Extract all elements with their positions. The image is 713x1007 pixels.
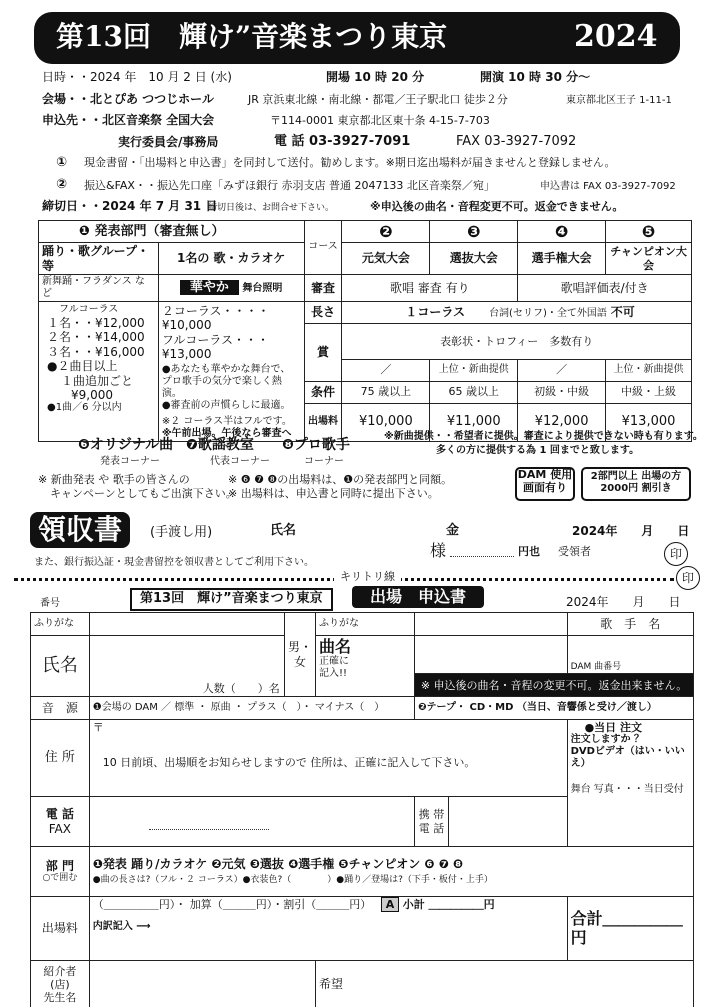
- dam-box-2: 画面有り: [523, 480, 567, 494]
- category-options-cell[interactable]: [89, 847, 693, 897]
- category-cell: [31, 847, 90, 897]
- receipt-yen: 円也: [518, 545, 540, 558]
- year-label: 2024: [574, 19, 658, 54]
- dam-number-cell[interactable]: [567, 635, 693, 674]
- source-option-2[interactable]: ❷テープ・ CD・MD （当日、音響係と受け／渡し）: [415, 697, 694, 720]
- step1-text: 現金書留・「出場料と申込書」を同封して送付。勧めします。※期日迄出場料が届きませんと登録しません。: [84, 156, 616, 169]
- two-songs: ●２曲目以上: [47, 359, 118, 374]
- address-note: 10 日前頃、出場順をお知らせしますので 住所は、正確に記入して下さい。: [102, 755, 476, 769]
- song-note-2: 記入!!: [318, 667, 347, 679]
- awards: 表彰状・トロフィー 多数有り: [342, 323, 692, 359]
- course-number-3: ❸: [430, 221, 518, 243]
- extra-num-8: ❽: [282, 437, 294, 453]
- song-label: 曲名: [318, 636, 351, 656]
- course-label: コース: [304, 221, 342, 275]
- song-furigana-label: ふりがな: [315, 613, 414, 636]
- fee-form-label: 出場料: [31, 897, 90, 961]
- fax-label: FAX: [48, 821, 71, 836]
- fee-input-cell[interactable]: [89, 897, 567, 961]
- note-3: ●審査前の声慣らしに最適。: [161, 399, 291, 411]
- phone-fax-cell: [31, 797, 90, 847]
- new-song-note-2: 多くの方に提供する為 1 回までと致します。: [436, 445, 640, 456]
- apply-to: 申込先・・北区音楽祭 全国大会: [42, 113, 215, 127]
- length-question[interactable]: ●曲の長さは?（フル・２ コーラス）●衣装色?（ ）●踊り／登場は?（下手・板付・上手）: [92, 874, 493, 885]
- form-change-note: ※ 申込後の曲名・音程の変更不可。返金出来ません。: [415, 674, 694, 697]
- form-title: 第13回 輝け”音楽まつり東京: [130, 588, 333, 611]
- price-2-person: ２名・・¥14,000: [47, 330, 145, 345]
- judging-b: 歌唱評価表/付き: [518, 274, 692, 301]
- teacher-label: 先生名: [43, 990, 77, 1004]
- venue-address: 東京都北区王子 1-11-1: [566, 95, 672, 106]
- chorus-price-cell: [39, 301, 159, 441]
- discount-box-1: 2部門以上 出場の方: [590, 471, 682, 482]
- fee-line-text: （＿＿＿＿＿円）・ 加算（＿＿＿円）・割引（＿＿＿円）: [92, 898, 372, 911]
- receipt-subtitle: (手渡し用): [150, 525, 213, 540]
- extra-name-6: オリジナル曲: [89, 437, 174, 453]
- course-number-4: ❹: [518, 221, 606, 243]
- dam-number-label: DAM 曲番号: [570, 661, 622, 672]
- title-banner: [34, 12, 680, 64]
- source-label: 音 源: [31, 697, 90, 720]
- step2-label: ②: [56, 177, 68, 192]
- award-label: 賞: [304, 323, 342, 381]
- chorus-full-label: フルコーラス: [59, 303, 119, 315]
- extra-sub-8: コーナー: [304, 456, 344, 467]
- extra-original: [78, 437, 173, 453]
- postal-mark: 〒: [92, 720, 104, 734]
- dvd-option[interactable]: DVDビデオ（はい・いいえ）: [570, 745, 685, 769]
- step2-text: 振込&FAX・・振込先口座「みずほ銀行 赤羽支店 普通 2047133 北区音楽祭／宛」: [84, 179, 495, 192]
- add-song: １曲追加ごと: [61, 373, 134, 388]
- fee-line[interactable]: [93, 898, 564, 911]
- application-form: [30, 612, 694, 1007]
- course-name-champion: チャンピオン大会: [606, 243, 692, 275]
- subtotal: 小計 ＿＿＿＿＿円: [402, 898, 495, 911]
- length-cell: [342, 301, 692, 323]
- note-4: ※２ コーラス半はフルです。: [161, 415, 292, 427]
- venue: 会場・・北とぴあ つつじホール: [42, 92, 214, 106]
- page-title: 第13回 輝け”音楽まつり東京: [56, 20, 448, 53]
- price-1-person: １名・・¥12,000: [47, 315, 145, 330]
- a-mark: A: [381, 897, 400, 912]
- step2-fax: 申込書は FAX 03-3927-7092: [540, 181, 676, 192]
- campaign-2: キャンペーンとしてもご出演下さい。: [50, 487, 237, 500]
- cond-senshuken: 初級・中級: [518, 381, 606, 403]
- add-price: ¥9,000: [71, 387, 113, 402]
- form-date: 2024年 月 日: [566, 595, 681, 609]
- extra-sub-6: 発表コーナー: [100, 456, 160, 467]
- dam-box: [515, 467, 575, 501]
- fee-champion: ¥13,000: [606, 403, 692, 441]
- wish-label: 希望: [315, 960, 414, 1007]
- today-order: ●当日 注文: [584, 720, 643, 734]
- singer-name-label: 歌 手 名: [567, 613, 693, 636]
- introducer-cell: [31, 960, 90, 1007]
- award-cell-genki: ／: [342, 359, 430, 381]
- receipt-sama: 様: [430, 541, 447, 560]
- extra-num-6: ❻: [78, 437, 90, 453]
- extra-name-7: 歌謡教室: [197, 437, 254, 453]
- solo-label: 1名の 歌・カラオケ: [158, 243, 304, 275]
- order-question: 注文しますか ？: [570, 733, 645, 745]
- mobile-label: 携 帯: [418, 808, 445, 822]
- name-label: 氏名: [31, 635, 90, 696]
- furigana-label: ふりがな: [31, 613, 90, 636]
- step1-label: ①: [56, 155, 68, 170]
- not-allowed: 不可: [610, 304, 635, 319]
- furigana-input[interactable]: [89, 613, 284, 636]
- mobile-cell: [415, 797, 449, 847]
- hanayaka-cell: [158, 274, 304, 301]
- course-number-2: ❷: [342, 221, 430, 243]
- fee-senshuken: ¥12,000: [518, 403, 606, 441]
- total-label[interactable]: 合計＿＿＿＿＿円: [567, 897, 693, 961]
- receipt-note: また、銀行振込証・現金書留控を領収書としてご利用下さい。: [34, 557, 314, 568]
- receipt-seal-2: 印: [676, 566, 700, 590]
- note-1: ●あなたも華やかな舞台で、: [161, 363, 291, 375]
- receipt-name: 氏名: [270, 523, 297, 538]
- new-song-note: ※新曲提供・・希望者に提供。審査により提供できない時も有ります。: [384, 431, 703, 442]
- note-5: ※午前出場。午後なら審査へ: [161, 427, 292, 439]
- extra-sub-7: 代表コーナー: [210, 456, 270, 467]
- access: JR 京浜東北線・南北線・都電／王子駅北口 徒歩２分: [248, 93, 508, 106]
- address-label: 住 所: [31, 719, 90, 796]
- cond-genki: 75 歳以上: [342, 381, 430, 403]
- source-option-1[interactable]: ❶会場の DAM ／ 標準 ・ 原曲 ・ プラス（ ）・ マイナス（ ）: [89, 697, 414, 720]
- deadline-note: 締切日後は、お問合せ下さい。: [208, 203, 335, 213]
- discount-box: [581, 467, 691, 501]
- campaign-1: ※ 新曲発表 や 歌手の皆さんの: [38, 473, 190, 486]
- cond-champion: 中級・上級: [606, 381, 692, 403]
- people-count[interactable]: 人数（ ）名: [202, 681, 280, 695]
- gender-select[interactable]: 男・女: [284, 613, 315, 697]
- course-name-senbatsu: 選抜大会: [430, 243, 518, 275]
- award-cell-senshuken: ／: [518, 359, 606, 381]
- introducer-label: 紹介者(店): [43, 964, 77, 991]
- fee-senbatsu: ¥11,000: [430, 403, 518, 441]
- category-label: 部 門: [45, 858, 74, 873]
- breakdown-label: 内訳記入 ⟶: [92, 921, 151, 933]
- time-limit: ●1曲／6 分以内: [47, 402, 122, 414]
- start-time: 開演 10 時 30 分〜: [480, 70, 591, 84]
- receipt-title: 領収書: [30, 512, 130, 548]
- name-input[interactable]: [89, 635, 284, 696]
- courses-table: [38, 220, 692, 442]
- judging-a: 歌唱 審査 有り: [342, 274, 518, 301]
- change-note: ※申込後の曲名・音程変更不可。返金できません。: [370, 200, 624, 213]
- note-2: プロ歌手の気分で楽しく熱演。: [161, 375, 282, 399]
- office-fax: FAX 03-3927-7092: [456, 134, 577, 149]
- lyrics-note: 台詞(セリフ)・全て外国語: [489, 307, 607, 319]
- wish-input[interactable]: [415, 960, 694, 1007]
- cond-senbatsu: 65 歳以上: [430, 381, 518, 403]
- song-furigana-input[interactable]: [415, 613, 568, 636]
- two-chorus-price: ２コーラス・・・・¥10,000: [161, 303, 270, 333]
- fee-rule-2: ※ 出場料は、申込書と同時に提出下さい。: [228, 487, 439, 500]
- award-cell-champion: 上位・新曲提供: [606, 359, 692, 381]
- condition-label: 条件: [304, 381, 342, 403]
- receipt-receiver: 受領者: [558, 545, 591, 558]
- extra-pro: [282, 437, 350, 453]
- presentation-header: ❶ 発表部門（審査無し）: [39, 221, 305, 243]
- course-name-senshuken: 選手権大会: [518, 243, 606, 275]
- dam-box-1: DAM 使用: [517, 468, 573, 481]
- receipt-dotted-line: [450, 556, 514, 557]
- phone2-label: 電 話: [418, 821, 445, 835]
- length-value: １コーラス: [405, 304, 466, 319]
- office-tel: 電 話 03-3927-7091: [274, 134, 411, 149]
- group-label: 踊り・歌グループ・等: [39, 243, 159, 275]
- address-input[interactable]: [89, 719, 567, 796]
- open-time: 開場 10 時 20 分: [326, 70, 425, 84]
- receipt-seal: 印: [664, 542, 688, 566]
- receipt-amount: 金: [446, 523, 460, 538]
- solo-price-cell: [158, 301, 304, 441]
- discount-box-2: 2000円 割引き: [600, 482, 672, 494]
- postal-address: 〒114-0001 東京都北区東十条 4-15-7-703: [270, 114, 490, 127]
- song-label-cell: [315, 635, 414, 696]
- cut-label: キリトリ線: [334, 571, 401, 584]
- event-date: 日時・・2024 年 10 月 2 日 (水): [42, 70, 232, 84]
- introducer-input[interactable]: [89, 960, 315, 1007]
- price-3-person: ３名・・¥16,000: [47, 344, 145, 359]
- fee-label: 出場料: [304, 403, 342, 441]
- phone-label: 電 話: [45, 807, 74, 822]
- dance-label: 新舞踊・フラダンス など: [39, 274, 159, 301]
- fee-rule-1: ※ ❻ ❼ ❽の出場料は、❶の発表部門と同額。: [228, 473, 453, 486]
- course-number-5: ❺: [606, 221, 692, 243]
- deadline: 締切日・・2024 年 7 月 31 日: [42, 199, 218, 213]
- song-input[interactable]: [415, 635, 568, 674]
- hanayaka-label: 華やか: [180, 280, 239, 295]
- length-label: 長さ: [304, 301, 342, 323]
- fee-genki: ¥10,000: [342, 403, 430, 441]
- judging-label: 審査: [304, 274, 342, 301]
- receipt-date: 2024年 月 日: [572, 524, 690, 538]
- extra-num-7: ❼: [186, 437, 198, 453]
- order-cell: [567, 719, 693, 846]
- extra-name-8: プロ歌手: [293, 437, 350, 453]
- stage-light-label: 舞台照明: [242, 283, 283, 295]
- award-cell-senbatsu: 上位・新曲提供: [430, 359, 518, 381]
- full-chorus-price: フルコーラス・・・¥13,000: [161, 332, 269, 362]
- extra-kayou: [186, 437, 254, 453]
- stage-photo: 舞台 写真・・・当日受付: [570, 783, 684, 795]
- category-options[interactable]: ❶発表 踊り/カラオケ ❷元気 ❸選抜 ❹選手権 ❺チャンピオン ❻ ❼ ❽: [92, 857, 464, 872]
- form-title-apply: 出場 申込書: [352, 586, 484, 608]
- form-number: 番号: [40, 598, 60, 609]
- circle-label: ○で囲む: [42, 873, 78, 884]
- song-note-1: 正確に: [318, 655, 349, 667]
- office: 実行委員会/事務局: [118, 135, 219, 149]
- mobile-input[interactable]: [448, 797, 567, 847]
- phone-dotted: [149, 829, 269, 830]
- course-name-genki: 元気大会: [342, 243, 430, 275]
- phone-input[interactable]: [89, 797, 414, 847]
